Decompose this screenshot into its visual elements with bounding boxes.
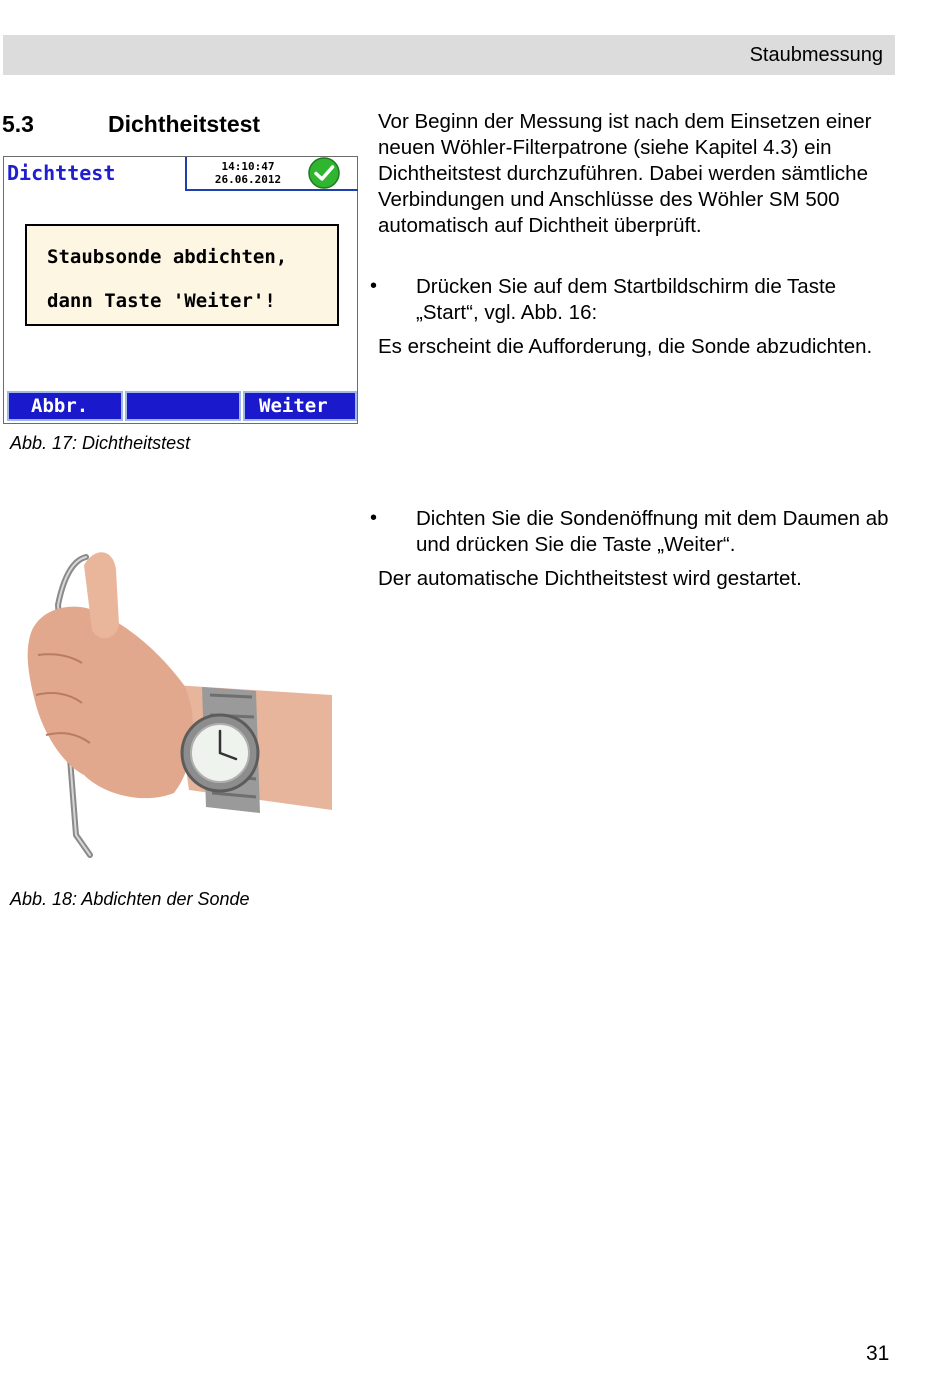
figure-18-caption: Abb. 18: Abdichten der Sonde <box>10 889 250 909</box>
figure-17-caption: Abb. 17: Dichtheitstest <box>10 433 191 453</box>
clock-time: 14:10:47 <box>221 160 275 173</box>
bullet-marker: • <box>370 507 378 529</box>
header-bar <box>3 35 895 75</box>
message-line-2: dann Taste 'Weiter'! <box>47 290 276 312</box>
section-title: Dichtheitstest <box>108 111 261 137</box>
clock-date: 26.06.2012 <box>214 173 282 186</box>
header-title: Staubmessung <box>749 44 883 66</box>
page-number: 31 <box>866 1342 890 1365</box>
softkey-bar <box>5 391 357 423</box>
message-line-1: Staubsonde abdichten, <box>47 246 288 268</box>
request-paragraph: Es erscheint die Aufforderung, die Sonde abzudichten. <box>378 335 873 358</box>
abort-softkey[interactable]: Abbr. <box>7 391 123 421</box>
message-box <box>25 224 339 326</box>
start-paragraph: Der automatische Dichtheitstest wird gestartet. <box>378 567 802 590</box>
intro-paragraph: Vor Beginn der Messung ist nach dem Einsetzen einer neuen Wöhler-Filterpatrone (siehe Kapitel 4.3) ein Dichtheitstest durchzuführen. Dabei werden sämtliche Verbindungen und Anschlüsse des Wöhler SM 500 automatisch auf Dichtheit überprüft. <box>378 110 872 237</box>
bullet-start-key: Drücken Sie auf dem Startbildschirm die Taste „Start“, vgl. Abb. 16: <box>416 275 837 324</box>
bullet-seal-probe: Dichten Sie die Sondenöffnung mit dem Daumen ab und drücken Sie die Taste „Weiter“. <box>416 507 889 556</box>
screen-title: Dichttest <box>7 161 116 185</box>
empty-softkey[interactable] <box>125 391 241 421</box>
check-icon <box>308 157 340 189</box>
section-number: 5.3 <box>2 111 34 137</box>
clock-box <box>185 157 358 191</box>
device-screen <box>3 156 358 424</box>
next-softkey[interactable]: Weiter <box>243 391 357 421</box>
bullet-marker: • <box>370 275 378 297</box>
hand-sealing-probe-photo <box>24 535 332 865</box>
